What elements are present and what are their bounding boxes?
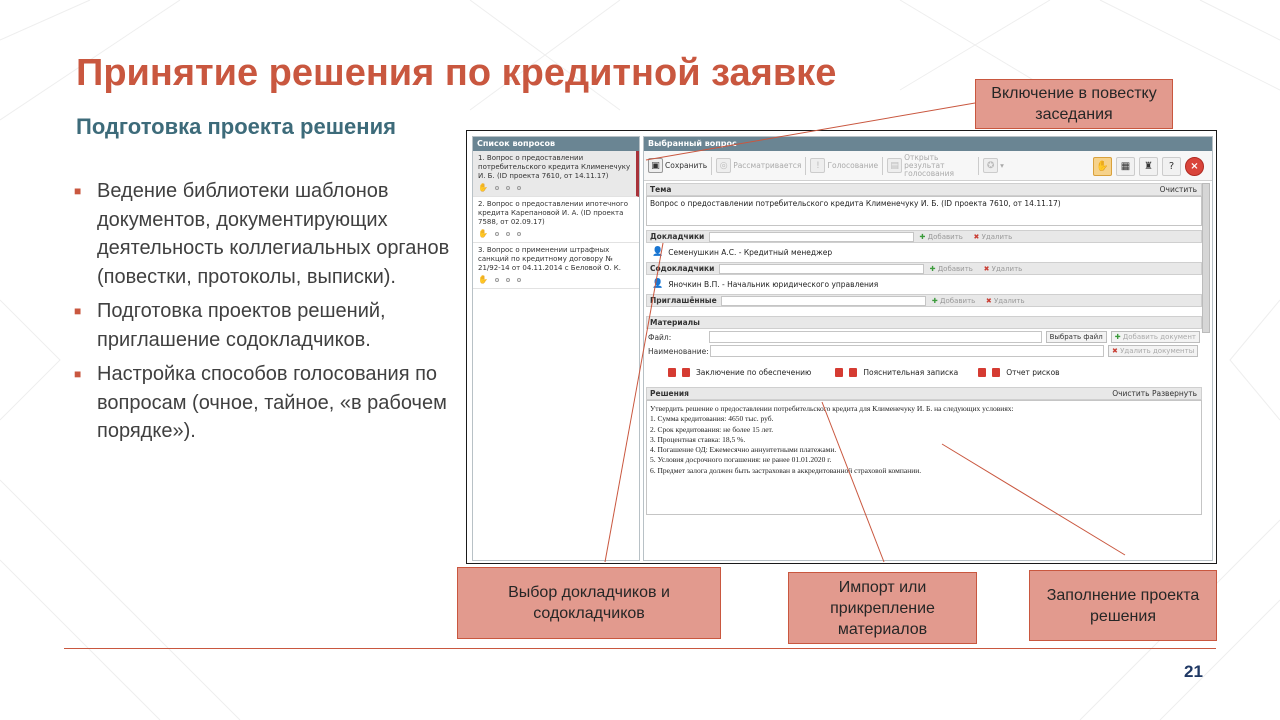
- question-list-panel: [472, 136, 640, 561]
- question-form: [646, 183, 1202, 559]
- question-item-3[interactable]: [473, 243, 639, 289]
- hand-icon: ✋: [478, 229, 488, 238]
- decisions-clear-button[interactable]: Очистить: [1112, 389, 1150, 398]
- plus-icon: ✚: [919, 233, 926, 241]
- pdf-icon: [835, 368, 843, 377]
- remove-icon: ✖: [983, 265, 990, 273]
- decision-textarea[interactable]: [646, 400, 1202, 515]
- callout-decision: Заполнение проекта решения: [1029, 570, 1217, 641]
- decision-line: 4. Погашение ОД: Ежемесячно аннуитетными платежами.: [650, 445, 837, 455]
- question-status: [478, 183, 632, 192]
- file-link[interactable]: Заключение по обеспечению: [696, 368, 812, 377]
- file-input[interactable]: [709, 331, 1042, 343]
- materials-section-header: Материалы: [646, 316, 1202, 329]
- cospeaker-row[interactable]: 👤 Яночкин В.П. - Начальник юридического управления: [652, 279, 879, 289]
- slide-title: Принятие решения по кредитной заявке: [76, 52, 837, 94]
- selected-question-title: Выбранный вопрос: [644, 137, 1212, 151]
- save-button[interactable]: ▣ Сохранить: [648, 158, 707, 173]
- question-item-1[interactable]: [473, 151, 639, 197]
- status-dot-icon: [506, 278, 510, 282]
- bullet-item: [74, 297, 454, 354]
- callout-agenda: Включение в повестку заседания: [975, 79, 1173, 129]
- question-list-title: Список вопросов: [473, 137, 639, 151]
- bullet-list: [74, 177, 454, 452]
- remove-documents-button[interactable]: ✖ Удалить документы: [1108, 345, 1198, 357]
- user-icon: 👤: [652, 279, 664, 289]
- cospeakers-remove-button[interactable]: ✖ Удалить: [983, 265, 1023, 273]
- bullet-text: Подготовка проектов решений, приглашение содокладчиков.: [97, 300, 386, 351]
- question-text: 3. Вопрос о применении штрафных санкций по кредитному договору № 21/92-14 от 04.11.2014 с Беловой О. К.: [478, 246, 621, 272]
- secret-agent-button[interactable]: ♜: [1139, 157, 1158, 176]
- speakers-section-header: Докладчики ✚ Добавить ✖ Удалить: [646, 230, 1202, 243]
- status-dot-icon: [495, 278, 499, 282]
- decision-line: Утвердить решение о предоставлении потребительского кредита для Клименечуку И. Б. на следующих условиях:: [650, 404, 1014, 413]
- toolbar-right-group: [1093, 157, 1204, 176]
- file-link[interactable]: Пояснительная записка: [863, 368, 959, 377]
- topic-textarea[interactable]: Вопрос о предоставлении потребительского кредита Клименечуку И. Б. (ID проекта 7610, от 14.11.17): [646, 196, 1202, 226]
- selected-question-panel: [643, 136, 1213, 561]
- question-status: [478, 275, 635, 284]
- speaker-row[interactable]: 👤 Семенушкин А.С. - Кредитный менеджер: [652, 247, 833, 257]
- question-text: 1. Вопрос о предоставлении потребительского кредита Клименечуку И. Б. (ID проекта 7610, от 14.11.17): [478, 154, 631, 180]
- save-icon: ▣: [648, 158, 663, 173]
- speakers-remove-button[interactable]: ✖ Удалить: [973, 233, 1013, 241]
- slide-subtitle: Подготовка проекта решения: [76, 114, 396, 139]
- briefcase-button[interactable]: ▦: [1116, 157, 1135, 176]
- chevron-down-icon: ▾: [1000, 161, 1004, 170]
- decision-line: 2. Срок кредитования: не более 15 лет.: [650, 424, 774, 434]
- page-number: 21: [1184, 662, 1203, 681]
- cospeakers-section-header: Содокладчики ✚ Добавить ✖ Удалить: [646, 262, 1202, 275]
- file-row: Файл: Выбрать файл ✚ Добавить документ: [646, 330, 1202, 344]
- cospeakers-add-button[interactable]: ✚ Добавить: [929, 265, 973, 273]
- decision-line: 3. Процентная ставка: 18,5 %.: [650, 434, 746, 444]
- invited-input[interactable]: [721, 296, 926, 306]
- close-button[interactable]: ×: [1185, 157, 1204, 176]
- status-dot-icon: [495, 186, 499, 190]
- bullet-marker-icon: ■: [74, 184, 82, 198]
- invited-remove-button[interactable]: ✖ Удалить: [985, 297, 1025, 305]
- hand-icon: ✋: [478, 183, 488, 192]
- status-dot-icon: [506, 186, 510, 190]
- plus-icon: ✚: [931, 297, 938, 305]
- plus-icon: ✚: [1114, 333, 1121, 341]
- hand-icon: ✋: [478, 275, 488, 284]
- bullet-item: [74, 360, 454, 446]
- add-document-button[interactable]: ✚ Добавить документ: [1111, 331, 1200, 343]
- seal-icon: ✪: [983, 158, 998, 173]
- pdf-icon: [849, 368, 857, 377]
- pdf-icon: [992, 368, 1000, 377]
- decision-line: 6. Предмет залога должен быть застрахован в аккредитованной страховой компании.: [650, 465, 922, 475]
- cospeakers-input[interactable]: [719, 264, 924, 274]
- bullet-marker-icon: ■: [74, 367, 82, 381]
- bullet-text: Настройка способов голосования по вопросам (очное, тайное, «в рабочем порядке»).: [97, 363, 447, 442]
- remove-icon: ✖: [985, 297, 992, 305]
- decisions-actions: [1112, 388, 1197, 400]
- speakers-input[interactable]: [709, 232, 914, 242]
- attached-files: [646, 358, 1202, 377]
- footer-divider: [64, 648, 1216, 649]
- bullet-item: [74, 177, 454, 291]
- remove-icon: ✖: [973, 233, 980, 241]
- hand-raise-button[interactable]: ✋: [1093, 157, 1112, 176]
- question-status: [478, 229, 635, 238]
- callout-speakers: Выбор докладчиков и содокладчиков: [457, 567, 721, 639]
- topic-clear-button[interactable]: Очистить: [1159, 185, 1197, 194]
- open-results-button[interactable]: ▤ Открыть результат голосования: [887, 154, 974, 178]
- toolbar-divider: [882, 157, 883, 175]
- topic-section-header: Тема Очистить: [646, 183, 1202, 196]
- voting-icon: !: [810, 158, 825, 173]
- bullet-marker-icon: ■: [74, 304, 82, 318]
- toolbar-divider: [805, 157, 806, 175]
- seal-dropdown-button[interactable]: [983, 158, 1004, 173]
- review-button[interactable]: ◎ Рассматривается: [716, 158, 801, 173]
- file-link[interactable]: Отчет рисков: [1006, 368, 1060, 377]
- status-dot-icon: [517, 278, 521, 282]
- decision-line: 1. Сумма кредитования: 4650 тыс. руб.: [650, 414, 774, 424]
- results-icon: ▤: [887, 158, 902, 173]
- voting-button[interactable]: ! Голосование: [810, 158, 878, 173]
- decisions-expand-button[interactable]: Развернуть: [1151, 389, 1197, 398]
- decisions-section-header: Решения Очистить Развернуть: [646, 387, 1202, 400]
- question-text: 2. Вопрос о предоставлении ипотечного кредита Карепановой И. А. (ID проекта 7588, от 02.09.17): [478, 200, 629, 226]
- plus-icon: ✚: [929, 265, 936, 273]
- decision-line: 5. Условия досрочного погашения: не ранее 01.01.2020 г.: [650, 455, 832, 465]
- pdf-icon: [978, 368, 986, 377]
- name-input[interactable]: [710, 345, 1104, 357]
- question-item-2[interactable]: [473, 197, 639, 243]
- toolbar-divider: [978, 157, 979, 175]
- toolbar-divider: [711, 157, 712, 175]
- remove-icon: ✖: [1112, 347, 1118, 355]
- name-row: Наименование: ✖ Удалить документы: [646, 344, 1202, 358]
- review-icon: ◎: [716, 158, 731, 173]
- status-dot-icon: [517, 232, 521, 236]
- callout-materials: Импорт или прикрепление материалов: [788, 572, 977, 644]
- bullet-text: Ведение библиотеки шаблонов документов, документирующих деятельность коллегиальных органов (повестки, протоколы, выписки).: [97, 180, 450, 288]
- invited-section-header: Приглашённые ✚ Добавить ✖ Удалить: [646, 294, 1202, 307]
- status-dot-icon: [495, 232, 499, 236]
- app-screenshot: [466, 130, 1217, 564]
- pdf-icon: [668, 368, 676, 377]
- speakers-add-button[interactable]: ✚ Добавить: [919, 233, 963, 241]
- choose-file-button[interactable]: Выбрать файл: [1046, 331, 1107, 343]
- help-button[interactable]: ?: [1162, 157, 1181, 176]
- status-dot-icon: [517, 186, 521, 190]
- status-dot-icon: [506, 232, 510, 236]
- user-icon: 👤: [652, 247, 664, 257]
- pdf-icon: [682, 368, 690, 377]
- scrollbar[interactable]: [1202, 183, 1210, 333]
- invited-add-button[interactable]: ✚ Добавить: [931, 297, 976, 305]
